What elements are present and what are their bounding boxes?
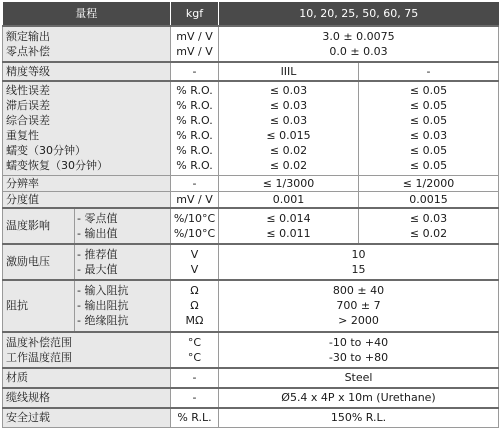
resolution-value-a: ≤ 1/3000 <box>219 175 359 191</box>
combined-error-value-a: ≤ 0.03 <box>269 114 308 128</box>
spec-table <box>2 2 499 428</box>
resistance-values <box>219 280 499 332</box>
overload-label: 安全过载 <box>3 408 171 428</box>
cable-label: 缆线规格 <box>3 388 171 408</box>
excitation-label: 激励电压 <box>3 244 75 280</box>
hysteresis-unit: % R.O. <box>176 99 213 113</box>
linearity-value-b: ≤ 0.05 <box>409 84 448 98</box>
zero-balance-label: 零点补偿 <box>6 45 50 58</box>
recommended-excitation-unit: V <box>190 247 199 261</box>
resistance-units <box>171 280 219 332</box>
input-resistance-value: 800 ± 40 <box>332 284 385 297</box>
output-resistance-value: 700 ± 7 <box>336 299 381 312</box>
resolution-label: 分辨率 <box>3 175 171 191</box>
accuracy-unit: - <box>171 62 219 81</box>
material-value: Steel <box>219 368 499 388</box>
operating-temp-unit: °C <box>187 350 202 364</box>
span-effect-value-a: ≤ 0.011 <box>266 226 311 240</box>
row-output <box>3 26 499 62</box>
hysteresis-label: 滞后误差 <box>6 99 50 113</box>
row-excitation <box>3 244 499 280</box>
temp-effect-subs <box>75 208 171 244</box>
temperature-units <box>171 332 219 368</box>
output-labels <box>3 26 171 62</box>
overload-unit: % R.L. <box>171 408 219 428</box>
temp-effect-units <box>171 208 219 244</box>
hysteresis-value-a: ≤ 0.03 <box>269 99 308 113</box>
header-row <box>3 2 499 26</box>
operating-temp-label: 工作温度范围 <box>6 350 72 364</box>
maximum-excitation-label: - 最大值 <box>77 262 118 276</box>
zero-balance-value: 0.0 ± 0.03 <box>329 45 388 58</box>
resistance-label: 阻抗 <box>3 280 75 332</box>
excitation-values <box>219 244 499 280</box>
row-cable <box>3 388 499 408</box>
input-resistance-label: - 输入阻抗 <box>77 284 129 297</box>
combined-error-value-b: ≤ 0.05 <box>409 114 448 128</box>
repeatability-label: 重复性 <box>6 129 39 143</box>
operating-temp-value: -30 to +80 <box>328 350 389 364</box>
span-effect-unit: %/10°C <box>173 226 216 240</box>
material-label: 材质 <box>3 368 171 388</box>
repeatability-unit: % R.O. <box>176 129 213 143</box>
row-division <box>3 191 499 208</box>
division-value-b: 0.0015 <box>359 191 499 208</box>
linearity-label: 线性误差 <box>6 84 50 98</box>
creep-unit: % R.O. <box>176 144 213 158</box>
creep-recovery-label: 蠕变恢复（30分钟） <box>6 159 108 173</box>
zero-effect-unit: %/10°C <box>173 211 216 225</box>
row-material <box>3 368 499 388</box>
compensated-temp-label: 温度补偿范围 <box>6 335 72 349</box>
maximum-excitation-unit: V <box>190 262 199 276</box>
division-unit: mV / V <box>171 191 219 208</box>
temp-effect-values-a <box>219 208 359 244</box>
repeatability-value-a: ≤ 0.015 <box>266 129 311 143</box>
row-temperature <box>3 332 499 368</box>
temp-effect-label: 温度影响 <box>3 208 75 244</box>
cable-value: Ø5.4 x 4P x 10m (Urethane) <box>219 388 499 408</box>
combined-error-label: 综合误差 <box>6 114 50 128</box>
error-values-a <box>219 81 359 175</box>
range-header: 量程 <box>3 2 171 26</box>
temperature-labels <box>3 332 171 368</box>
error-units <box>171 81 219 175</box>
accuracy-value-b: - <box>359 62 499 81</box>
creep-recovery-unit: % R.O. <box>176 159 213 173</box>
creep-label: 蠕变（30分钟） <box>6 144 86 158</box>
insulation-resistance-label: - 绝缘阻抗 <box>77 314 129 327</box>
output-values <box>219 26 499 62</box>
division-value-a: 0.001 <box>219 191 359 208</box>
rated-output-value: 3.0 ± 0.0075 <box>322 30 395 43</box>
row-overload <box>3 408 499 428</box>
capacity-header: 10, 20, 25, 50, 60, 75 <box>219 2 499 26</box>
division-label: 分度值 <box>3 191 171 208</box>
recommended-excitation-label: - 推荐值 <box>77 247 118 261</box>
zero-effect-value-b: ≤ 0.03 <box>409 211 448 225</box>
row-accuracy <box>3 62 499 81</box>
input-resistance-unit: Ω <box>190 284 199 297</box>
span-effect-label: - 输出值 <box>77 226 118 240</box>
resolution-unit: - <box>171 175 219 191</box>
accuracy-label: 精度等级 <box>3 62 171 81</box>
rated-output-unit: mV / V <box>176 30 213 43</box>
zero-effect-value-a: ≤ 0.014 <box>266 211 311 225</box>
insulation-resistance-value: > 2000 <box>338 314 379 327</box>
resistance-subs <box>75 280 171 332</box>
linearity-unit: % R.O. <box>176 84 213 98</box>
resolution-value-b: ≤ 1/2000 <box>359 175 499 191</box>
unit-header: kgf <box>171 2 219 26</box>
temperature-values <box>219 332 499 368</box>
cable-unit: - <box>171 388 219 408</box>
rated-output-label: 额定输出 <box>6 30 50 43</box>
row-resolution <box>3 175 499 191</box>
repeatability-value-b: ≤ 0.03 <box>409 129 448 143</box>
maximum-excitation-value: 15 <box>351 262 366 276</box>
recommended-excitation-value: 10 <box>351 247 366 261</box>
output-units <box>171 26 219 62</box>
linearity-value-a: ≤ 0.03 <box>269 84 308 98</box>
row-resistance <box>3 280 499 332</box>
error-labels <box>3 81 171 175</box>
row-errors <box>3 81 499 175</box>
temp-effect-values-b <box>359 208 499 244</box>
accuracy-value-a: IIIL <box>219 62 359 81</box>
excitation-subs <box>75 244 171 280</box>
creep-recovery-value-b: ≤ 0.05 <box>409 159 448 173</box>
zero-effect-label: - 零点值 <box>77 211 118 225</box>
hysteresis-value-b: ≤ 0.05 <box>409 99 448 113</box>
output-resistance-label: - 输出阻抗 <box>77 299 129 312</box>
zero-balance-unit: mV / V <box>176 45 213 58</box>
creep-recovery-value-a: ≤ 0.02 <box>269 159 308 173</box>
compensated-temp-unit: °C <box>187 335 202 349</box>
creep-value-a: ≤ 0.02 <box>269 144 308 158</box>
excitation-units <box>171 244 219 280</box>
creep-value-b: ≤ 0.05 <box>409 144 448 158</box>
error-values-b <box>359 81 499 175</box>
span-effect-value-b: ≤ 0.02 <box>409 226 448 240</box>
material-unit: - <box>171 368 219 388</box>
compensated-temp-value: -10 to +40 <box>328 335 389 349</box>
output-resistance-unit: Ω <box>190 299 199 312</box>
insulation-resistance-unit: MΩ <box>185 314 204 327</box>
row-temp-effect <box>3 208 499 244</box>
combined-error-unit: % R.O. <box>176 114 213 128</box>
overload-value: 150% R.L. <box>219 408 499 428</box>
